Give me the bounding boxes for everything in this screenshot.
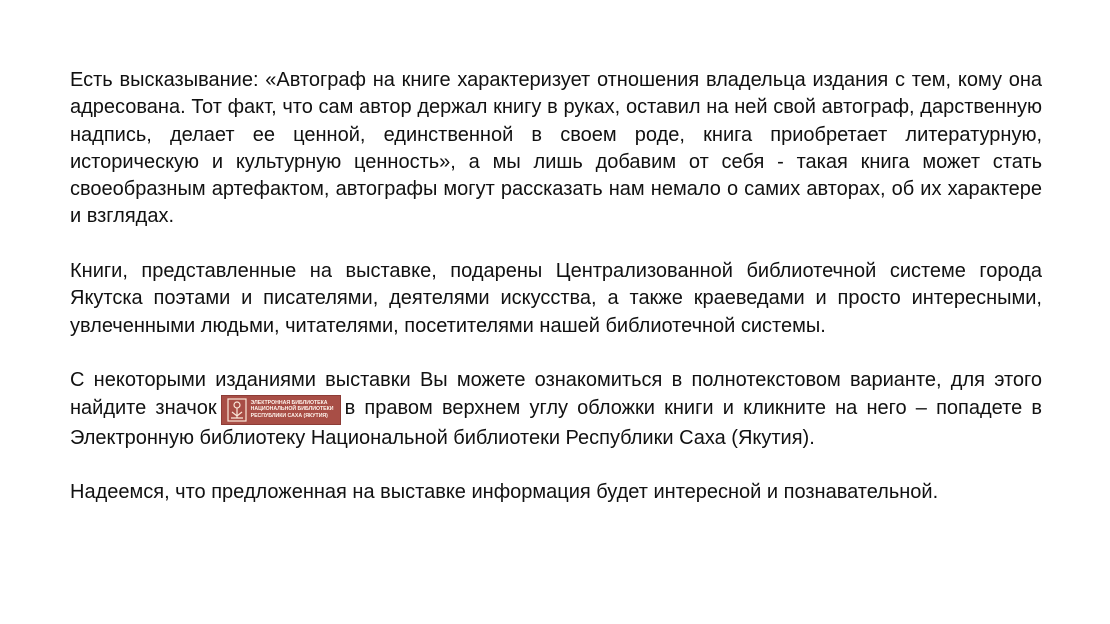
badge-line-2: НАЦИОНАЛЬНОЙ БИБЛИОТЕКИ: [250, 406, 334, 413]
paragraph-text-after-badge: в правом верхнем углу обложки книги и кликните на него – попадете в Электронную библиотеку Национальной библиотеки Республики Саха (Якутия).: [70, 396, 1042, 449]
paragraph-donated-books: Книги, представленные на выставке, подарены Централизованной библиотечной системе города Якутска поэтами и писателями, деятелями искусства, а также краеведами и просто интересными, увлеченными людьми, читателями, посетителями нашей библиотечной системы.: [70, 260, 1042, 337]
badge-line-1: ЭЛЕКТРОННАЯ БИБЛИОТЕКА: [250, 399, 328, 406]
library-emblem-icon: [227, 398, 247, 422]
article-body: [70, 67, 1042, 506]
badge-line-3: РЕСПУБЛИКИ САХА (ЯКУТИЯ): [250, 412, 328, 419]
electronic-library-badge: [221, 395, 341, 425]
paragraph-text-before-badge: С некоторыми изданиями выставки Вы можете ознакомиться в полнотекстовом варианте, для этого найдите значок: [70, 369, 1042, 419]
electronic-library-badge-text: [251, 400, 334, 420]
paragraph-closing: Надеемся, что предложенная на выставке информация будет интересной и познавательной.: [70, 481, 939, 504]
paragraph-electronic-library: [70, 367, 1042, 452]
paragraph-autograph-quote: Есть высказывание: «Автограф на книге характеризует отношения владельца издания с тем, кому она адресована. Тот факт, что сам автор держал книгу в руках, оставил на ней свой автограф, дарственную надпись, делает ее ценной, единственной в своем роде, книга приобретает литературную, историческую и культурную ценность», а мы лишь добавим от себя - такая книга может стать своеобразным артефактом, автографы могут рассказать нам немало о самих авторах, об их характере и взглядах.: [70, 69, 1042, 228]
